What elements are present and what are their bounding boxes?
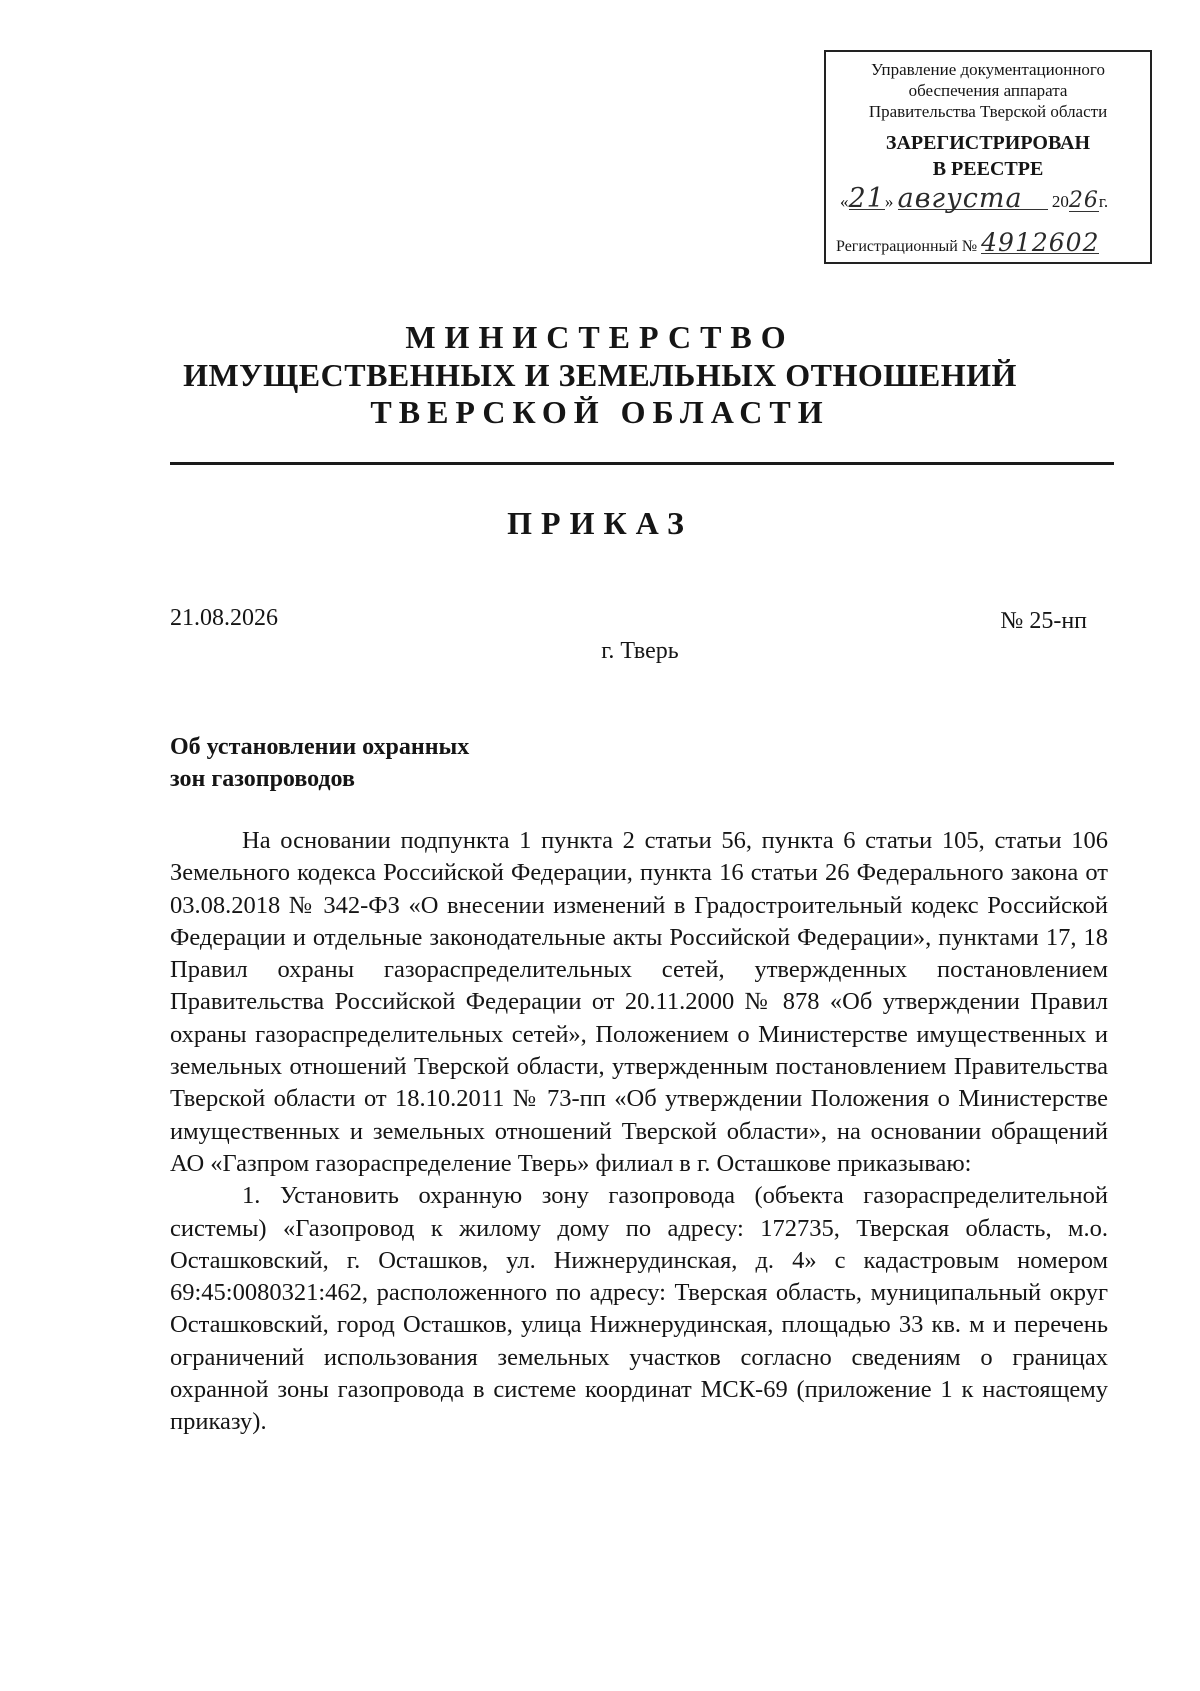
order-title: ПРИКАЗ: [507, 505, 693, 541]
order-date: 21.08.2026: [170, 605, 278, 631]
order-body: [170, 825, 1108, 1439]
order-city: г. Тверь: [601, 638, 679, 664]
stamp-year-end: г.: [1098, 192, 1109, 211]
ministry-title-line2: ИМУЩЕСТВЕННЫХ И ЗЕМЕЛЬНЫХ ОТНОШЕНИЙ: [183, 357, 1017, 393]
stamp-title-line2: В РЕЕСТРЕ: [932, 158, 1044, 180]
stamp-registration-number: 4912602: [981, 228, 1100, 257]
ministry-title-line3: ТВЕРСКОЙ ОБЛАСТИ: [370, 394, 830, 430]
stamp-department-line1: Управление документационного: [871, 60, 1105, 79]
ministry-title-line1: МИНИСТЕРСТВО: [405, 319, 795, 355]
stamp-date-open: «: [840, 192, 849, 211]
subject-line1: Об установлении охранных: [170, 734, 470, 760]
stamp-department-line2: обеспечения аппарата: [908, 81, 1068, 100]
registration-stamp: [824, 50, 1152, 264]
header-divider: [170, 462, 1114, 465]
stamp-day-handwritten: 21: [848, 183, 885, 214]
preamble-paragraph: На основании подпункта 1 пункта 2 статьи 56, пункта 6 статьи 105, статьи 106 Земельного кодекса Российской Федерации, пункта 16 статьи 26 Федерального закона от 03.08.2018 № 342-ФЗ «О внесении изменений в Градостроительный кодекс Российской Федерации и отдельные законодательные акты Российской Федерации», пунктами 17, 18 Правил охраны газораспределительных сетей, утвержденных постановлением Правительства Российской Федерации от 20.11.2000 № 878 «Об утверждении Правил охраны газораспределительных сетей», Положением о Министерстве имущественных и земельных отношений Тверской области, утвержденным постановлением Правительства Тверской области от 18.10.2011 № 73-пп «Об утверждении Положения о Министерстве имущественных и земельных отношений Тверской области», на основании обращений АО «Газпром газораспределение Тверь» филиал в г. Осташкове приказываю:: [170, 827, 1108, 1177]
subject-line2: зон газопроводов: [170, 766, 355, 792]
order-item-1: 1. Установить охранную зону газопровода (объекта газораспределительной системы) «Газопровод к жилому дому по адресу: 172735, Тверская область, м.о. Осташковский, г. Осташков, ул. Нижнерудинская, д. 4» с кадастровым номером 69:45:0080321:462, расположенного по адресу: Тверская область, муниципальный округ Осташковский, город Осташков, улица Нижнерудинская, площадью 33 кв. м и перечень ограничений использования земельных участков согласно сведениям о границах охранной зоны газопровода в системе координат МСК-69 (приложение 1 к настоящему приказу).: [170, 1182, 1108, 1436]
stamp-year-handwritten: 26: [1068, 188, 1099, 213]
stamp-month-handwritten: августа: [898, 188, 1048, 210]
order-subject: [170, 731, 469, 795]
order-number: № 25-нп: [1000, 608, 1087, 634]
stamp-department-line3: Правительства Тверской области: [868, 102, 1108, 121]
stamp-year-prefix: 20: [1051, 192, 1069, 211]
stamp-registration: [836, 228, 1148, 257]
stamp-registration-label: Регистрационный №: [836, 238, 978, 255]
stamp-title-line1: ЗАРЕГИСТРИРОВАН: [885, 132, 1091, 154]
stamp-date: [840, 183, 1140, 214]
stamp-date-mid: »: [884, 192, 894, 211]
